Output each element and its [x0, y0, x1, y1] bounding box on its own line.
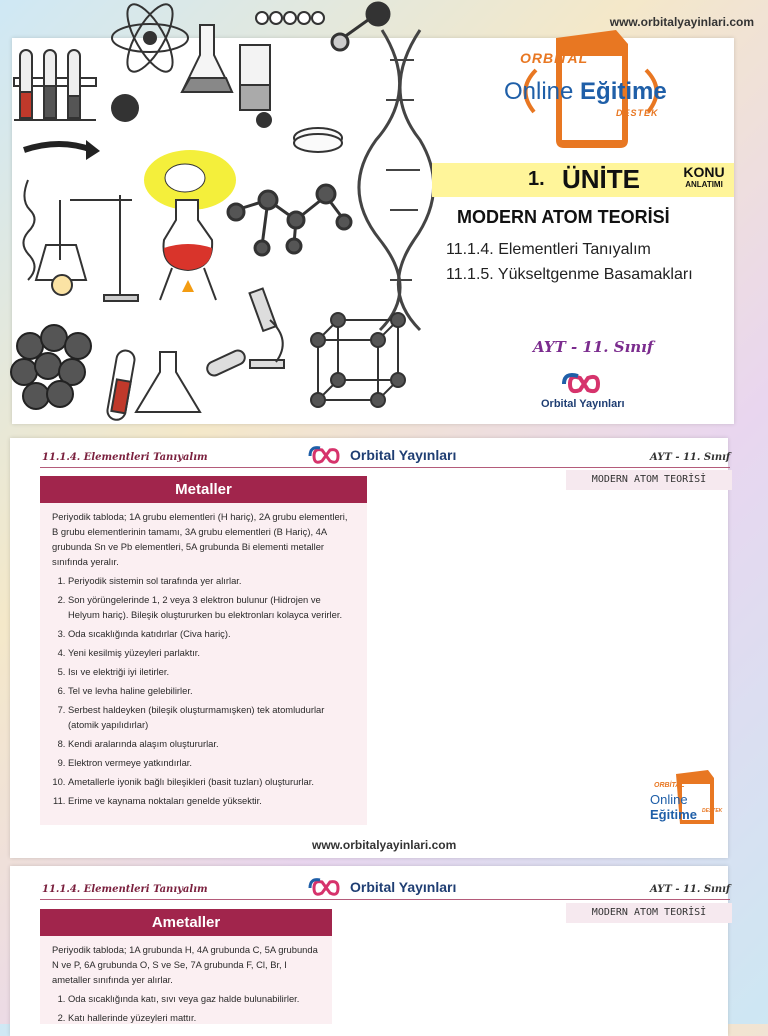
list-item: 1. Oda sıcaklığında katı, sıvı veya gaz halde bulunabilirler. [68, 991, 320, 1006]
logo-destek-text: DESTEK [616, 108, 659, 118]
capsule-icon [205, 348, 247, 378]
microscope-icon [250, 288, 284, 368]
chemistry-illustration [0, 0, 440, 430]
topic-tag: MODERN ATOM TEORİSİ [566, 470, 732, 490]
logo-online-text: Online Eğitime [504, 78, 667, 105]
orbital-infinity-icon [308, 445, 348, 467]
list-item: 11. Erime ve kaynama noktaları genelde yüksektir. [68, 793, 355, 808]
molecule-chain-icon [256, 12, 324, 24]
beaker-icon [240, 45, 270, 110]
grade-label: AYT - 11. Sınıf [533, 338, 654, 356]
topic-tag: MODERN ATOM TEORİSİ [566, 903, 732, 923]
lab-stand-icon [70, 195, 138, 301]
list-item: 3. Oda sıcaklığında katıdırlar (Civa hariç). [68, 626, 355, 641]
sphere-icon [256, 112, 272, 128]
page-header-grade: AYT - 11. Sınıf [650, 452, 731, 463]
anlatimi-label: ANLATIMI [685, 180, 723, 189]
distillation-coil-icon [23, 180, 86, 295]
cover-slide [0, 0, 768, 430]
list-item: 4. Yeni kesilmiş yüzeyleri parlaktır. [68, 645, 355, 660]
list-item: 6. Tel ve levha haline gelebilirler. [68, 683, 355, 698]
test-tube-rack-icon [14, 50, 96, 120]
footer-url[interactable]: www.orbitalyayinlari.com [312, 838, 457, 852]
list-item: 2. Katı hallerinde yüzeyleri mattır. [68, 1010, 320, 1024]
mini-logo-destek: DESTEK [702, 808, 723, 814]
conical-flask-icon [136, 352, 200, 412]
property-list [52, 991, 320, 1024]
section-title: Ametaller [40, 909, 332, 936]
sphere-icon [111, 94, 139, 122]
page-header-publisher: Orbital Yayınları [350, 879, 457, 895]
intro-paragraph: Periyodik tabloda; 1A grubunda H, 4A grubunda C, 5A grubunda N ve P, 6A grubunda O, S ve Se, 7A grubunda F, Cl, Br, I ametaller sınıfında yer alırlar. [52, 944, 318, 985]
mini-logo-orbital: ORBİTAL [654, 782, 685, 789]
property-list [52, 573, 355, 808]
konu-label: KONU [683, 164, 725, 180]
crystal-lattice-icon [311, 313, 405, 407]
list-item: 8. Kendi aralarında alaşım oluştururlar. [68, 736, 355, 751]
mini-logo-online: Online Eğitime [650, 792, 697, 822]
dumbbell-molecule-icon [332, 3, 389, 50]
list-item: 10. Ametallerle iyonik bağlı bileşikleri (basit tuzları) oluştururlar. [68, 774, 355, 789]
website-url[interactable]: www.orbitalyayinlari.com [609, 15, 754, 29]
header-divider [40, 467, 730, 468]
intro-paragraph: Periyodik tabloda; 1A grubu elementleri (H hariç), 2A grubu elementleri, B grubu elementlerinin tamamı, 3A grubu elementleri (B Hariç), 4A grubunda Sn ve Pb elementleri, 5A grubunda Bi elementi metaller sınıfında yeralır. [52, 511, 348, 567]
topic-title: MODERN ATOM TEORİSİ [457, 207, 670, 227]
subtopic-1: 11.1.4. Elementleri Tanıyalım [446, 241, 651, 258]
page-header-publisher: Orbital Yayınları [350, 447, 457, 463]
atom-cluster-icon [11, 325, 91, 409]
unit-title: ÜNİTE [562, 164, 640, 194]
list-item: 9. Elektron vermeye yatkındırlar. [68, 755, 355, 770]
orbital-infinity-icon [556, 370, 612, 398]
page-header-section: 11.1.4. Elementleri Tanıyalım [42, 884, 208, 895]
page-header-grade: AYT - 11. Sınıf [650, 884, 731, 895]
section-body [40, 503, 367, 825]
online-egitime-destek-logo [496, 20, 686, 155]
orbital-infinity-icon [308, 877, 348, 899]
list-item: 1. Periyodik sistemin sol tarafında yer alırlar. [68, 573, 355, 588]
online-egitime-mini-logo [636, 768, 736, 828]
erlenmeyer-flask-icon [182, 25, 232, 92]
unit-number: 1. [528, 168, 545, 190]
konu-anlatimi-badge [675, 165, 733, 195]
molecule-icon [228, 185, 351, 255]
logo-orbital-text: ORBİTAL [520, 50, 589, 66]
atom-icon [112, 0, 188, 78]
section-title: Metaller [40, 476, 367, 503]
dna-helix-icon [359, 30, 434, 330]
list-item: 2. Son yörüngelerinde 1, 2 veya 3 elektron bulunur (Hidrojen ve Helyum hariç). Bileşik oluştururken bu elektronları kolayca verirler. [68, 592, 355, 622]
list-item: 5. Isı ve elektriği iyi iletirler. [68, 664, 355, 679]
arrow-icon [24, 144, 92, 150]
subtopic-2: 11.1.5. Yükseltgenme Basamakları [446, 266, 693, 283]
list-item: 7. Serbest haldeyken (bileşik oluşturmamışken) tek atomludurlar (atomik yapılıdırlar) [68, 702, 355, 732]
petri-dish-icon [294, 128, 342, 152]
section-body [40, 936, 332, 1024]
vial-icon [106, 349, 136, 421]
publisher-name: Orbital Yayınları [541, 398, 625, 410]
header-divider [40, 899, 730, 900]
reaction-flask-icon [144, 150, 236, 300]
page-header-section: 11.1.4. Elementleri Tanıyalım [42, 452, 208, 463]
